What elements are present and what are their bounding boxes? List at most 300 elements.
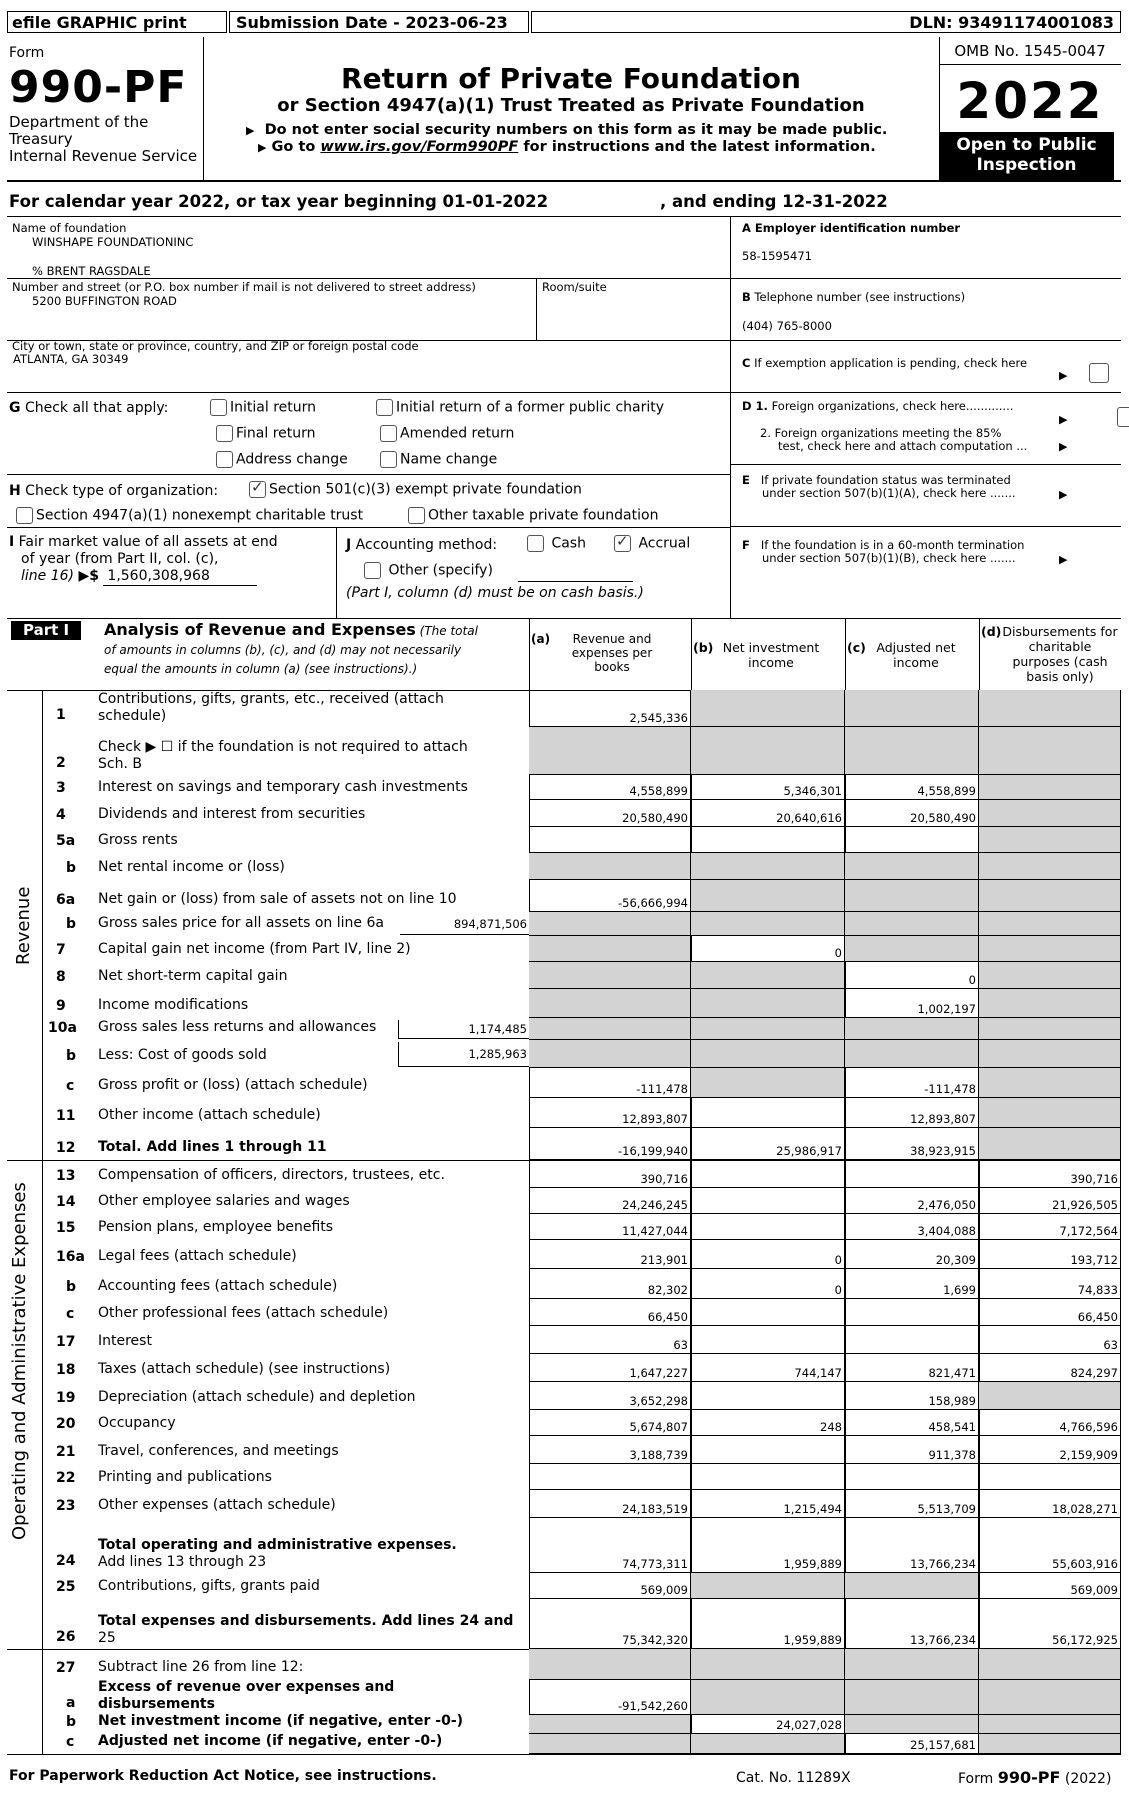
row-label: Other income (attach schedule) xyxy=(98,1107,321,1123)
row-number: b xyxy=(66,1279,77,1295)
row-number: 25 xyxy=(56,1579,76,1595)
row-number: 19 xyxy=(56,1390,76,1406)
phone-value: (404) 765-8000 xyxy=(742,319,832,333)
care-of: % BRENT RAGSDALE xyxy=(32,264,151,278)
cell-col-a: 20,580,490 xyxy=(529,800,691,827)
cell-col-d xyxy=(979,1068,1121,1098)
part-1-title-text: Analysis of Revenue and Expenses xyxy=(104,620,416,639)
cell-col-c xyxy=(845,727,979,775)
row-label: Contributions, gifts, grants paid xyxy=(98,1578,320,1594)
cell-col-b xyxy=(691,1573,845,1599)
initial-former-option[interactable] xyxy=(376,399,664,416)
row-label: Check ▶ ☐ if the foundation is not required to attach Sch. B xyxy=(98,739,468,772)
cell-col-b xyxy=(691,690,845,727)
row-inline-value: 894,871,506 xyxy=(400,914,529,935)
row-label: Travel, conferences, and meetings xyxy=(98,1443,339,1459)
row-number: 8 xyxy=(56,969,66,985)
cell-col-c: 13,766,234 xyxy=(845,1518,979,1573)
cell-col-a xyxy=(529,1464,691,1490)
final-return-option[interactable] xyxy=(216,425,316,442)
row-label: Total. Add lines 1 through 11 xyxy=(98,1139,327,1155)
dept-line-1: Department of the xyxy=(9,113,149,131)
g-letter: G xyxy=(9,400,21,416)
cell-col-c xyxy=(845,1160,979,1188)
cash-checkbox[interactable] xyxy=(527,535,544,552)
cell-col-b xyxy=(691,1680,845,1715)
cell-col-a: 11,427,044 xyxy=(529,1214,691,1240)
cell-col-d: 18,028,271 xyxy=(979,1490,1121,1518)
cell-col-d: 390,716 xyxy=(979,1160,1121,1188)
part-1-note-2: of amounts in columns (b), (c), and (d) may not necessarily xyxy=(104,643,462,657)
cell-col-c: -111,478 xyxy=(845,1068,979,1098)
cell-col-c: 13,766,234 xyxy=(845,1599,979,1649)
row-label: Income modifications xyxy=(98,997,249,1013)
other-specify-checkbox[interactable] xyxy=(364,562,381,579)
cell-col-c: 12,893,807 xyxy=(845,1098,979,1128)
h-501c3-checkbox[interactable] xyxy=(249,481,266,498)
row-label: Less: Cost of goods sold xyxy=(98,1047,267,1063)
irs-link[interactable]: www.irs.gov/Form990PF xyxy=(320,139,519,155)
phone-label xyxy=(742,290,965,304)
arrow-icon: ▶ xyxy=(258,141,267,154)
row-number: 21 xyxy=(56,1444,76,1460)
col-a-tag: (a) xyxy=(531,632,551,646)
final-return-checkbox[interactable] xyxy=(216,425,233,442)
i-letter: I xyxy=(9,534,15,550)
cell-col-a xyxy=(529,727,691,775)
cell-col-d xyxy=(979,1382,1121,1410)
cell-col-a xyxy=(529,853,691,880)
f-line-2: under section 507(b)(1)(B), check here ....... xyxy=(762,551,1016,565)
cell-col-d: 569,009 xyxy=(979,1573,1121,1599)
cell-col-c: 2,476,050 xyxy=(845,1188,979,1214)
phone-letter: B xyxy=(742,290,751,304)
footer-form-year: (2022) xyxy=(1060,1771,1112,1787)
street-label: Number and street (or P.O. box number if mail is not delivered to street address) xyxy=(12,280,476,294)
side-label-expenses: Operating and Administrative Expenses xyxy=(9,1182,30,1540)
row-label: Total operating and administrative expenses. Add lines 13 through 23 xyxy=(98,1537,457,1570)
cell-col-d xyxy=(979,1734,1121,1754)
cell-col-d xyxy=(979,936,1121,962)
arrow-icon: ▶ xyxy=(246,124,255,137)
d1-checkbox[interactable] xyxy=(1117,407,1129,427)
row-number: 2 xyxy=(56,755,66,771)
cell-col-d xyxy=(979,1464,1121,1490)
cell-col-d xyxy=(979,690,1121,727)
cell-col-b xyxy=(691,1299,845,1326)
cell-col-c xyxy=(845,853,979,880)
cell-col-d xyxy=(979,1018,1121,1040)
row-label: Gross profit or (loss) (attach schedule) xyxy=(98,1077,368,1093)
cell-col-b xyxy=(691,880,845,912)
row-label: Depreciation (attach schedule) and depletion xyxy=(98,1389,416,1405)
row-label: Gross rents xyxy=(98,832,178,848)
cell-col-b xyxy=(691,989,845,1018)
row-label: Contributions, gifts, grants, etc., received (attach schedule) xyxy=(98,691,444,724)
row-number: 1 xyxy=(56,707,66,723)
row-number: 18 xyxy=(56,1362,76,1378)
h-other-option[interactable] xyxy=(408,507,658,524)
other-specify-label: Other (specify) xyxy=(388,562,493,579)
h-type-org xyxy=(9,483,218,499)
cell-col-a xyxy=(529,989,691,1018)
initial-return-checkbox[interactable] xyxy=(210,399,227,416)
arrow-icon: ▶ xyxy=(1059,488,1068,501)
cell-col-d xyxy=(979,1649,1121,1680)
cell-col-c: 20,309 xyxy=(845,1240,979,1269)
cell-col-c xyxy=(845,1040,979,1068)
cell-col-c xyxy=(845,1464,979,1490)
initial-return-option[interactable] xyxy=(210,399,316,416)
cell-col-a: -56,666,994 xyxy=(529,880,691,912)
address-change-checkbox[interactable] xyxy=(216,451,233,468)
cell-col-d: 63 xyxy=(979,1326,1121,1354)
h-4947-checkbox[interactable] xyxy=(16,507,33,524)
cell-col-c xyxy=(845,1649,979,1680)
cell-col-a xyxy=(529,912,691,936)
cell-col-a: 24,183,519 xyxy=(529,1490,691,1518)
row-number: a xyxy=(66,1695,76,1711)
row-number: 12 xyxy=(56,1140,76,1156)
d2-line-1: 2. Foreign organizations meeting the 85% xyxy=(760,426,1002,440)
cell-col-b xyxy=(691,912,845,936)
cell-col-c: 0 xyxy=(845,962,979,989)
cash-option[interactable] xyxy=(527,535,586,552)
cell-col-b xyxy=(691,1018,845,1040)
row-label: Total expenses and disbursements. Add lines 24 and 25 xyxy=(98,1613,514,1646)
e-line-2: under section 507(b)(1)(A), check here ....... xyxy=(762,486,1016,500)
initial-former-checkbox[interactable] xyxy=(376,399,393,416)
row-number: c xyxy=(66,1078,75,1094)
cell-col-b xyxy=(691,853,845,880)
arrow-icon: ▶ xyxy=(1059,369,1068,382)
cell-col-c: 25,157,681 xyxy=(845,1734,979,1754)
dept-line-3: Internal Revenue Service xyxy=(9,147,198,165)
cell-col-d xyxy=(979,962,1121,989)
row-number: b xyxy=(66,860,77,876)
side-label-revenue: Revenue xyxy=(13,886,34,965)
cell-col-a: 4,558,899 xyxy=(529,775,691,800)
row-number: 10a xyxy=(48,1020,77,1036)
cell-col-c: 1,002,197 xyxy=(845,989,979,1018)
cell-col-c xyxy=(845,1299,979,1326)
cell-col-d: 56,172,925 xyxy=(979,1599,1121,1649)
calendar-ending: , and ending 12-31-2022 xyxy=(660,192,888,211)
cell-col-d xyxy=(979,912,1121,936)
cell-col-b xyxy=(691,1214,845,1240)
cell-col-d xyxy=(979,1680,1121,1715)
note-1-text: Do not enter social security numbers on this form as it may be made public. xyxy=(264,122,888,138)
h-4947-option[interactable] xyxy=(16,507,363,524)
col-d-header xyxy=(981,624,1121,684)
amended-return-checkbox[interactable] xyxy=(380,425,397,442)
row-number: 14 xyxy=(56,1194,76,1210)
row-label: Interest xyxy=(98,1333,152,1349)
col-b-tag: (b) xyxy=(693,640,714,655)
name-change-option[interactable] xyxy=(380,451,497,468)
cell-col-a: 3,188,739 xyxy=(529,1436,691,1464)
accrual-checkbox[interactable] xyxy=(614,535,631,552)
cell-col-c xyxy=(845,1680,979,1715)
city-label: City or town, state or province, country, and ZIP or foreign postal code xyxy=(12,339,419,353)
cell-col-a: 213,901 xyxy=(529,1240,691,1269)
f-termination xyxy=(742,539,1024,565)
open-to-public-badge xyxy=(939,132,1114,180)
col-b-label: Net investment income xyxy=(722,640,820,670)
cell-col-a: -91,542,260 xyxy=(529,1680,691,1715)
cell-col-c xyxy=(845,1018,979,1040)
accrual-option[interactable] xyxy=(614,535,690,552)
d1-label: D 1. xyxy=(742,399,768,413)
amended-return-label: Amended return xyxy=(400,425,515,442)
cell-col-a xyxy=(529,1018,691,1040)
row-number: 13 xyxy=(56,1168,76,1184)
row-number: b xyxy=(66,916,77,932)
row-label: Net rental income or (loss) xyxy=(98,859,285,875)
cell-col-a: -111,478 xyxy=(529,1068,691,1098)
i-fair-market: I Fair market value of all assets at end of year (from Part II, col. (c), line 16) ▶$ 1,560,308,968 xyxy=(9,534,278,584)
j-letter: J xyxy=(346,537,352,553)
cell-col-c xyxy=(845,912,979,936)
ein-label-text: Employer identification number xyxy=(750,221,961,235)
ein-value: 58-1595471 xyxy=(742,249,812,263)
dln: DLN: 93491174001083 xyxy=(531,11,1121,33)
cell-col-d: 193,712 xyxy=(979,1240,1121,1269)
part-1-title xyxy=(104,620,478,639)
row-label: Taxes (attach schedule) (see instructions) xyxy=(98,1361,391,1377)
cell-col-b: 25,986,917 xyxy=(691,1128,845,1160)
cell-col-c: 4,558,899 xyxy=(845,775,979,800)
submission-date: Submission Date - 2023-06-23 xyxy=(229,11,529,33)
cell-col-c xyxy=(845,690,979,727)
cell-col-b: 0 xyxy=(691,936,845,962)
cell-col-a xyxy=(529,936,691,962)
e-line-1: If private foundation status was terminated xyxy=(760,473,1011,487)
row-number: 23 xyxy=(56,1498,76,1514)
col-a-label: Revenue and expenses per books xyxy=(571,632,653,674)
cell-col-c: 3,404,088 xyxy=(845,1214,979,1240)
e-letter: E xyxy=(742,473,750,487)
j-note: (Part I, column (d) must be on cash basis.) xyxy=(346,585,644,601)
cell-col-b xyxy=(691,1040,845,1068)
c-letter: C xyxy=(742,356,751,370)
row-label: Net short-term capital gain xyxy=(98,968,288,984)
cell-col-b: 1,959,889 xyxy=(691,1599,845,1649)
c-text: If exemption application is pending, check here xyxy=(750,356,1028,370)
c-checkbox[interactable] xyxy=(1089,363,1109,383)
row-label: Legal fees (attach schedule) xyxy=(98,1248,297,1264)
part-1-tag: Part I xyxy=(11,621,81,640)
cell-col-c: 821,471 xyxy=(845,1354,979,1382)
calendar-year-line: For calendar year 2022, or tax year beginning 01-01-2022 xyxy=(9,192,549,211)
note-2-pre: Go to xyxy=(271,139,321,155)
cell-col-b xyxy=(691,1188,845,1214)
cell-col-c xyxy=(845,1715,979,1734)
cell-col-a xyxy=(529,962,691,989)
cell-col-b: 5,346,301 xyxy=(691,775,845,800)
cell-col-b xyxy=(691,1068,845,1098)
row-number: 17 xyxy=(56,1334,76,1350)
cell-col-a: 1,647,227 xyxy=(529,1354,691,1382)
cell-col-b xyxy=(691,727,845,775)
cell-col-d: 2,159,909 xyxy=(979,1436,1121,1464)
cell-col-b: 1,215,494 xyxy=(691,1490,845,1518)
row-label: Accounting fees (attach schedule) xyxy=(98,1278,338,1294)
row-label: Compensation of officers, directors, trustees, etc. xyxy=(98,1167,445,1183)
cell-col-b: 744,147 xyxy=(691,1354,845,1382)
row-label: Subtract line 26 from line 12: xyxy=(98,1659,304,1675)
h-text: Check type of organization: xyxy=(20,483,219,499)
tax-year: 2022 xyxy=(956,72,1104,130)
cell-col-a: 66,450 xyxy=(529,1299,691,1326)
address-change-option[interactable] xyxy=(216,451,348,468)
row-number: 4 xyxy=(56,807,66,823)
cell-col-d: 824,297 xyxy=(979,1354,1121,1382)
c-exemption xyxy=(742,356,1027,370)
j-text: Accounting method: xyxy=(351,537,498,553)
cell-col-a: 63 xyxy=(529,1326,691,1354)
cell-col-a: 3,652,298 xyxy=(529,1382,691,1410)
cell-col-d xyxy=(979,989,1121,1018)
row-inline-value: 1,285,963 xyxy=(398,1042,529,1067)
cell-col-a: 2,545,336 xyxy=(529,690,691,727)
d2-foreign-85 xyxy=(760,427,1027,453)
cell-col-a xyxy=(529,1734,691,1754)
cell-col-a xyxy=(529,1649,691,1680)
form-number: 990-PF xyxy=(9,62,188,113)
cell-col-d: 55,603,916 xyxy=(979,1518,1121,1573)
accrual-label: Accrual xyxy=(638,535,691,552)
cell-col-d xyxy=(979,880,1121,912)
row-label: Pension plans, employee benefits xyxy=(98,1219,334,1235)
form-word: Form xyxy=(9,45,45,61)
row-label: Other employee salaries and wages xyxy=(98,1193,350,1209)
city-state-zip: ATLANTA, GA 30349 xyxy=(13,352,129,366)
row-number: b xyxy=(66,1048,77,1064)
cell-col-d xyxy=(979,727,1121,775)
cell-col-b xyxy=(691,1464,845,1490)
row-number: c xyxy=(66,1734,75,1750)
cell-col-d: 66,450 xyxy=(979,1299,1121,1326)
cell-col-c xyxy=(845,1573,979,1599)
arrow-icon: ▶ xyxy=(1059,413,1068,426)
final-return-label: Final return xyxy=(236,425,316,442)
col-d-tag: (d) xyxy=(981,624,1002,639)
note-2-post: for instructions and the latest information. xyxy=(518,139,876,155)
h-other-checkbox[interactable] xyxy=(408,507,425,524)
inspection-text: Inspection xyxy=(976,155,1077,175)
cell-col-a: 75,342,320 xyxy=(529,1599,691,1649)
cell-col-a: 12,893,807 xyxy=(529,1098,691,1128)
row-label: Adjusted net income (if negative, enter -0-) xyxy=(98,1733,443,1749)
row-number: 26 xyxy=(56,1629,76,1645)
efile-box: efile GRAPHIC print xyxy=(7,11,227,33)
omb-number: OMB No. 1545-0047 xyxy=(954,42,1106,60)
fair-market-value: 1,560,308,968 xyxy=(103,568,257,586)
cell-col-c: 911,378 xyxy=(845,1436,979,1464)
initial-return-label: Initial return xyxy=(230,399,316,416)
instruction-note-2 xyxy=(258,139,876,155)
row-label: Net investment income (if negative, enter -0-) xyxy=(98,1713,464,1729)
i-line-3: line 16) xyxy=(21,568,74,584)
name-change-label: Name change xyxy=(400,451,498,468)
cell-col-c xyxy=(845,880,979,912)
cell-col-b xyxy=(691,1160,845,1188)
row-label: Net gain or (loss) from sale of assets not on line 10 xyxy=(98,891,457,907)
part-1-title-note: (The total xyxy=(415,624,478,638)
h-501c3-option[interactable] xyxy=(249,481,582,498)
cell-col-d xyxy=(979,853,1121,880)
amended-return-option[interactable] xyxy=(380,425,514,442)
h-other-label: Other taxable private foundation xyxy=(428,507,659,524)
dept-line-2: Treasury xyxy=(9,130,73,148)
cell-col-b xyxy=(691,1382,845,1410)
catalog-number: Cat. No. 11289X xyxy=(736,1770,851,1786)
row-number: 24 xyxy=(56,1553,76,1569)
row-number: 9 xyxy=(56,998,66,1014)
h-letter: H xyxy=(9,483,21,499)
cell-col-b xyxy=(691,1436,845,1464)
row-number: 15 xyxy=(56,1220,76,1236)
col-b-header xyxy=(693,640,843,670)
cell-col-a: 82,302 xyxy=(529,1269,691,1299)
cell-col-c xyxy=(845,1326,979,1354)
arrow-icon: ▶ xyxy=(1059,553,1068,566)
row-label: Other expenses (attach schedule) xyxy=(98,1497,336,1513)
cell-col-b xyxy=(691,1098,845,1128)
i-line-1: Fair market value of all assets at end xyxy=(14,534,278,550)
cell-col-d xyxy=(979,1715,1121,1734)
footer-form-word: Form xyxy=(958,1771,998,1787)
cell-col-a: 24,246,245 xyxy=(529,1188,691,1214)
arrow-icon: ▶ xyxy=(1059,440,1068,453)
row-number: c xyxy=(66,1306,75,1322)
cell-col-a: 569,009 xyxy=(529,1573,691,1599)
phone-label-text: Telephone number (see instructions) xyxy=(750,290,966,304)
row-number: 7 xyxy=(56,942,66,958)
other-specify-option[interactable] xyxy=(364,562,493,579)
row-label: Excess of revenue over expenses and disbursements xyxy=(98,1679,395,1712)
cell-col-b xyxy=(691,827,845,853)
row-number: 3 xyxy=(56,780,66,796)
cell-col-d xyxy=(979,775,1121,800)
row-label: Gross sales price for all assets on line 6a xyxy=(98,915,384,931)
cell-col-c xyxy=(845,827,979,853)
row-label: Gross sales less returns and allowances xyxy=(98,1019,377,1035)
cell-col-b: 24,027,028 xyxy=(691,1715,845,1734)
h-4947-label: Section 4947(a)(1) nonexempt charitable trust xyxy=(36,507,364,524)
g-text: Check all that apply: xyxy=(20,400,169,416)
row-label: Other professional fees (attach schedule) xyxy=(98,1305,389,1321)
cell-col-b: 248 xyxy=(691,1410,845,1436)
cell-col-a: 5,674,807 xyxy=(529,1410,691,1436)
row-number: 27 xyxy=(56,1660,76,1676)
cell-col-c: 1,699 xyxy=(845,1269,979,1299)
street-address: 5200 BUFFINGTON ROAD xyxy=(32,294,177,308)
cell-col-d xyxy=(979,1098,1121,1128)
cell-col-d: 4,766,596 xyxy=(979,1410,1121,1436)
row-label: Capital gain net income (from Part IV, line 2) xyxy=(98,941,411,957)
cell-col-a xyxy=(529,1040,691,1068)
cell-col-d: 74,833 xyxy=(979,1269,1121,1299)
cell-col-c: 5,513,709 xyxy=(845,1490,979,1518)
open-public-text: Open to Public xyxy=(956,135,1097,155)
name-change-checkbox[interactable] xyxy=(380,451,397,468)
address-change-label: Address change xyxy=(236,451,348,468)
h-501c3-label: Section 501(c)(3) exempt private foundation xyxy=(269,481,582,498)
cell-col-b xyxy=(691,962,845,989)
cell-col-d xyxy=(979,827,1121,853)
